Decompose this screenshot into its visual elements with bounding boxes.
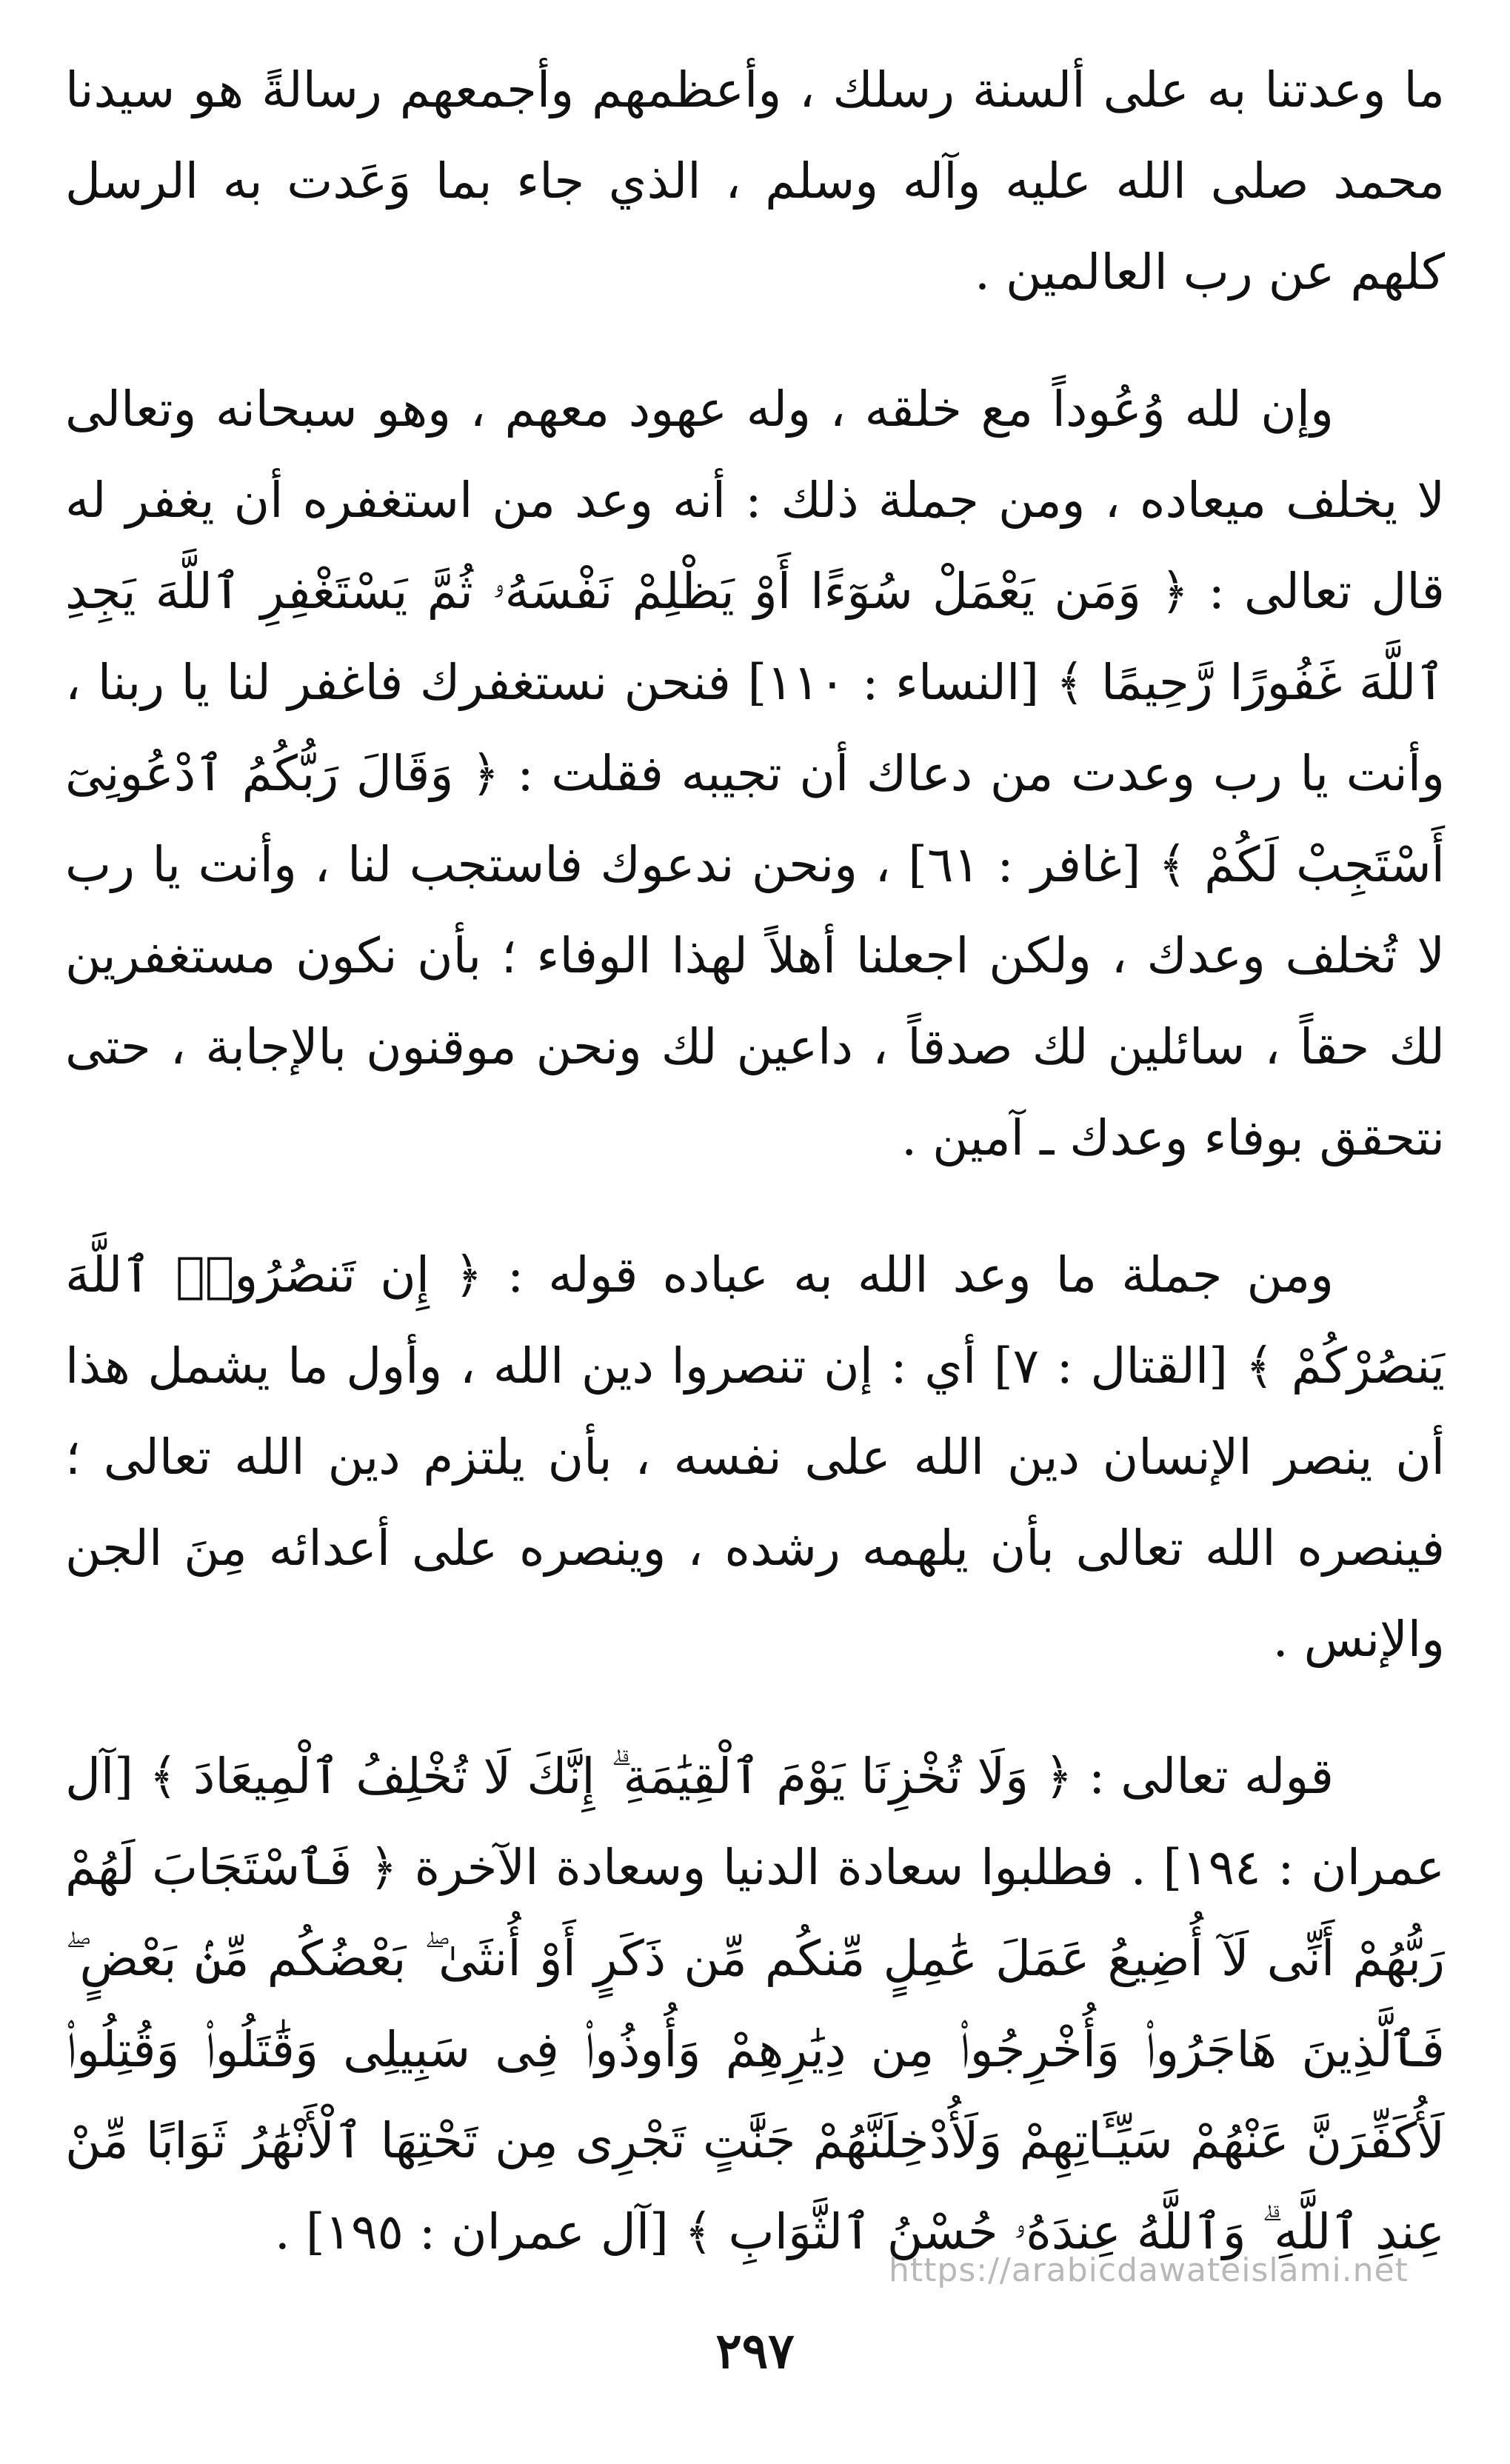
paragraph-promises-forgiveness: وإن لله وُعُوداً مع خلقه ، وله عهود معهم ، وهو سبحانه وتعالى لا يخلف ميعاده ، ومن جملة ذلك : أنه وعد من استغفره أن يغفر له قال تعالى : ﴿ وَمَن يَعْمَلْ سُوٓءًا أَوْ يَظْلِمْ نَفْسَهُۥ ثُمَّ يَسْتَغْفِرِ ٱللَّهَ يَجِدِ ٱللَّهَ غَفُورًا رَّحِيمًا ﴾ [النساء : ١١٠] فنحن نستغفرك فاغفر لنا يا ربنا ، وأنت يا رب وعدت من دعاك أن تجيبه فقلت : ﴿ وَقَالَ رَبُّكُمُ ٱدْعُونِىٓ أَسْتَجِبْ لَكُمْ ﴾ [غافر : ٦١] ، ونحن ندعوك فاستجب لنا ، وأنت يا رب لا تُخلف وعدك ، ولكن اجعلنا أهلاً لهذا الوفاء ؛ بأن نكون مستغفرين لك حقاً ، سائلين لك صدقاً ، داعين لك ونحن موقنون بالإجابة ، حتى نتحقق بوفاء وعدك ـ آمين . [65, 381, 1446, 1166]
paragraph-al-imran-verses: قوله تعالى : ﴿ وَلَا تُخْزِنَا يَوْمَ ٱلْقِيَٰمَةِ ۗ إِنَّكَ لَا تُخْلِفُ ٱلْمِيعَادَ ﴾ [آل عمران : ١٩٤] . فطلبوا سعادة الدنيا وسعادة الآخرة ﴿ فَٱسْتَجَابَ لَهُمْ رَبُّهُمْ أَنِّى لَآ أُضِيعُ عَمَلَ عَٰمِلٍ مِّنكُم مِّن ذَكَرٍ أَوْ أُنثَىٰ ۖ بَعْضُكُم مِّنۢ بَعْضٍ ۖ فَٱلَّذِينَ هَاجَرُوا۟ وَأُخْرِجُوا۟ مِن دِيَٰرِهِمْ وَأُوذُوا۟ فِى سَبِيلِى وَقَٰتَلُوا۟ وَقُتِلُوا۟ لَأُكَفِّرَنَّ عَنْهُمْ سَيِّـَٔاتِهِمْ وَلَأُدْخِلَنَّهُمْ جَنَّٰتٍ تَجْرِى مِن تَحْتِهَا ٱلْأَنْهَٰرُ ثَوَابًا مِّنْ عِندِ ٱللَّهِ ۗ وَٱللَّهُ عِندَهُۥ حُسْنُ ٱلثَّوَابِ ﴾ [آل عمران : ١٩٥] . [65, 1748, 1445, 2260]
page-number: ٢٩٧ [715, 2322, 795, 2380]
watermark-url: https://arabicdawateislami.net [889, 2251, 1409, 2289]
paragraph-opening: ما وعدتنا به على ألسنة رسلك ، وأعظمهم وأجمعهم رسالةً هو سيدنا محمد صلى الله عليه وآله وسلم ، الذي جاء بما وَعَدت به الرسل كلهم عن رب العالمين . [65, 61, 1445, 301]
page-body [65, 44, 1445, 2414]
paragraph-victory-promise: ومن جملة ما وعد الله به عباده قوله : ﴿ إِن تَنصُرُوا۟ ٱللَّهَ يَنصُرْكُمْ ﴾ [القتال : ٧] أي : إن تنصروا دين الله ، وأول ما يشمل هذا أن ينصر الإنسان دين الله على نفسه ، بأن يلتزم دين الله تعالى ؛ فينصره الله تعالى بأن يلهمه رشده ، وينصره على أعدائه مِنَ الجن والإنس . [65, 1246, 1446, 1668]
